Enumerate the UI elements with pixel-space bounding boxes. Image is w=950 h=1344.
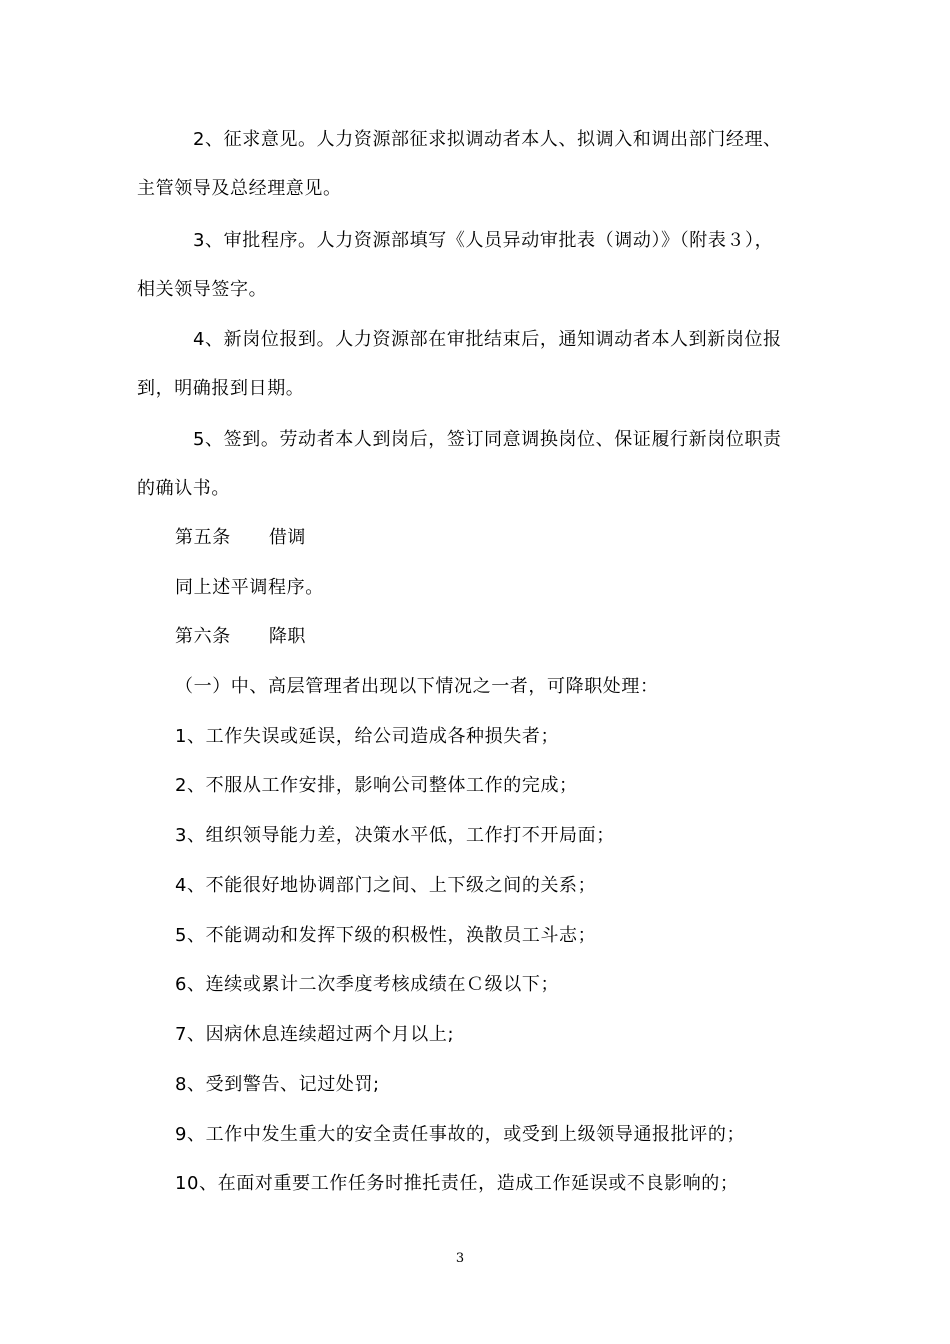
article-6-heading	[175, 625, 306, 649]
paragraph-4-line-2: 到，明确报到日期。	[137, 378, 305, 399]
list-item: 10、在面对重要工作任务时推托责任，造成工作延误或不良影响的；	[175, 1173, 739, 1194]
paragraph-2-line-2: 主管领导及总经理意见。	[137, 178, 342, 199]
paragraph-5-line-1: 5、签到。劳动者本人到岗后，签订同意调换岗位、保证履行新岗位职责	[193, 429, 782, 450]
article-5-title: 借调	[268, 527, 307, 548]
list-item: 5、不能调动和发挥下级的积极性，涣散员工斗志；	[175, 925, 597, 946]
list-item: 9、工作中发生重大的安全责任事故的，或受到上级领导通报批评的；	[175, 1124, 746, 1145]
article-5-text: 同上述平调程序。	[175, 577, 324, 598]
list-item: 8、受到警告、记过处罚;	[175, 1074, 380, 1095]
page-number: 3	[455, 1251, 465, 1266]
list-item: 6、连续或累计二次季度考核成绩在Ｃ级以下；	[175, 974, 560, 995]
list-item: 3、组织领导能力差，决策水平低，工作打不开局面；	[175, 825, 615, 846]
paragraph-4-line-1: 4、新岗位报到。人力资源部在审批结束后，通知调动者本人到新岗位报	[193, 329, 782, 350]
article-6-number: 第六条	[175, 626, 231, 647]
list-item: 1、工作失误或延误，给公司造成各种损失者；	[175, 726, 560, 747]
article-6-title: 降职	[268, 626, 307, 647]
list-item: 7、因病休息连续超过两个月以上;	[175, 1024, 455, 1045]
list-item: 4、不能很好地协调部门之间、上下级之间的关系；	[175, 875, 597, 896]
paragraph-5-line-2: 的确认书。	[137, 478, 230, 499]
paragraph-2-line-1: 2、征求意见。人力资源部征求拟调动者本人、拟调入和调出部门经理、	[193, 129, 782, 150]
paragraph-3-line-1: 3、审批程序。人力资源部填写《人员异动审批表（调动）》（附表３），	[193, 230, 774, 251]
list-item: 2、不服从工作安排，影响公司整体工作的完成；	[175, 775, 578, 796]
paragraph-3-line-2: 相关领导签字。	[137, 279, 268, 300]
article-6-intro: （一）中、高层管理者出现以下情况之一者，可降职处理：	[175, 676, 659, 697]
article-5-number: 第五条	[175, 527, 231, 548]
article-5-heading	[175, 526, 306, 550]
